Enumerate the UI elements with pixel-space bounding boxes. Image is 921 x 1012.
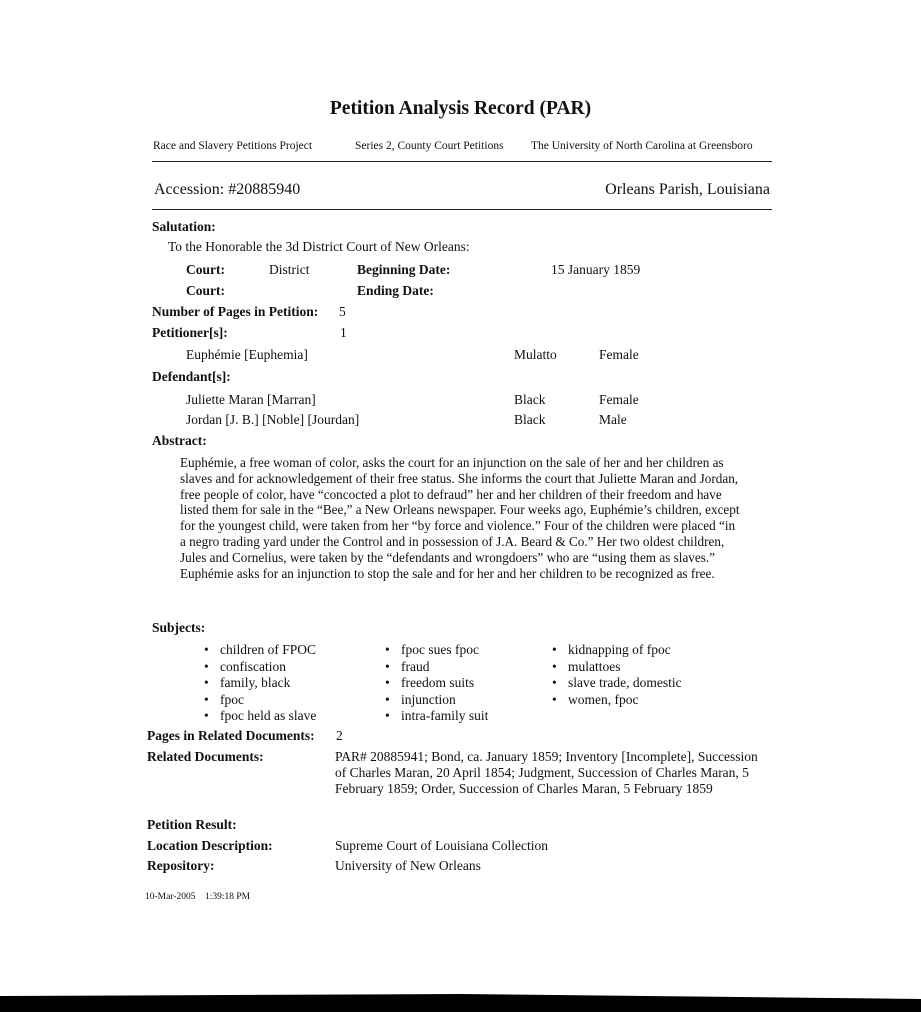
defendant-name: Jordan [J. B.] [Noble] [Jourdan]: [186, 412, 360, 427]
salutation-text: To the Honorable the 3d District Court of New Orleans:: [168, 239, 470, 254]
beginning-date-value: 15 January 1859: [551, 262, 641, 277]
petitioner-name: Euphémie [Euphemia]: [186, 347, 308, 362]
subject-item: • fpoc sues fpoc: [385, 642, 479, 657]
bullet-icon: •: [385, 708, 390, 724]
subject-item: • mulattoes: [552, 658, 621, 674]
subject-item: • fraud: [385, 658, 430, 674]
bullet-icon: •: [552, 658, 557, 674]
subjects-column: [204, 642, 316, 725]
subject-item: • injunction: [385, 691, 456, 707]
scan-edge-bar: [0, 991, 921, 1012]
subjects-column: [385, 642, 488, 725]
defendant-gender: Female: [599, 392, 639, 407]
accession-number: Accession: #20885940: [154, 181, 301, 198]
defendant-race: Black: [514, 392, 546, 407]
pages-in-related-label: Pages in Related Documents:: [147, 728, 315, 743]
bullet-icon: •: [552, 691, 557, 707]
court-label: Court:: [186, 283, 225, 298]
header-project: Race and Slavery Petitions Project: [153, 140, 313, 152]
header-institution: The University of North Carolina at Greensboro: [531, 140, 753, 152]
defendant-race: Black: [514, 412, 546, 427]
document-title: Petition Analysis Record (PAR): [329, 98, 592, 119]
abstract-text: Euphémie, a free woman of color, asks the court for an injunction on the sale of her and her children as slaves and for acknowledgement of their free status. She informs the court that Juliette Maran and Jordan, free people of color, have “concocted a plot to defraud” her and her children of their freedom and have listed them for sale in the “Bee,” a New Orleans newspaper. Four weeks ago, Euphémie’s children, except for the youngest child, were taken from her “by force and violence.” Four of the children were placed “in a negro trading yard under the Control and in possession of J.A. Beard & Co.” Her two oldest children, Jules and Cornelius, were taken by the “defendants and wrongdoers” who are “using them as slaves.” Euphémie asks for an injunction to stop the sale and for her and her children to be recognized as free.: [180, 455, 740, 581]
subject-item: • intra-family suit: [385, 708, 489, 724]
petitioners-label: Petitioner[s]:: [152, 325, 228, 340]
defendant-gender: Male: [599, 412, 627, 427]
petitioner-race: Mulatto: [514, 347, 557, 362]
repository-label: Repository:: [147, 858, 215, 873]
court-label: Court:: [186, 262, 225, 277]
location: Orleans Parish, Louisiana: [605, 181, 770, 198]
petitioner-gender: Female: [599, 347, 639, 362]
accession-divider: [152, 209, 772, 210]
bullet-icon: •: [385, 675, 390, 691]
bullet-icon: •: [385, 642, 390, 657]
salutation-label: Salutation:: [152, 219, 216, 234]
defendants-label: Defendant[s]:: [152, 369, 231, 384]
related-documents-label: Related Documents:: [147, 749, 264, 764]
pages-in-petition-value: 5: [339, 304, 346, 319]
ending-date-label: Ending Date:: [357, 283, 434, 298]
bullet-icon: •: [552, 642, 557, 657]
bullet-icon: •: [204, 691, 209, 707]
subject-item: • confiscation: [204, 658, 286, 674]
bullet-icon: •: [385, 691, 390, 707]
pages-in-related-value: 2: [336, 728, 343, 743]
bullet-icon: •: [204, 708, 209, 724]
header-divider: [152, 161, 772, 162]
location-description-label: Location Description:: [147, 838, 273, 853]
bullet-icon: •: [204, 658, 209, 674]
subject-item: • freedom suits: [385, 675, 475, 691]
petitioners-count: 1: [340, 325, 347, 340]
subjects-label: Subjects:: [152, 620, 206, 635]
petition-result-label: Petition Result:: [147, 817, 237, 832]
footer-timestamp: 10-Mar-2005 1:39:18 PM: [145, 892, 251, 902]
subject-item: • children of FPOC: [204, 642, 316, 657]
bullet-icon: •: [204, 642, 209, 657]
related-documents-text: PAR# 20885941; Bond, ca. January 1859; Inventory [Incomplete], Succession of Charles Maran, 20 April 1854; Judgment, Succession of Charles Maran, 5 February 1859; Order, Succession of Charles Maran, 5 February 1859: [335, 749, 758, 797]
subjects-column: [552, 642, 682, 708]
subject-item: • family, black: [204, 675, 291, 691]
location-description-value: Supreme Court of Louisiana Collection: [335, 838, 548, 853]
subject-item: • fpoc: [204, 691, 244, 707]
header-series: Series 2, County Court Petitions: [355, 140, 504, 152]
subject-item: • kidnapping of fpoc: [552, 642, 671, 657]
pages-in-petition-label: Number of Pages in Petition:: [152, 304, 319, 319]
repository-value: University of New Orleans: [335, 858, 481, 873]
bullet-icon: •: [385, 658, 390, 674]
abstract-label: Abstract:: [152, 433, 207, 448]
court-value: District: [269, 262, 310, 277]
defendant-name: Juliette Maran [Marran]: [186, 392, 316, 407]
subject-item: • women, fpoc: [552, 691, 639, 707]
bullet-icon: •: [204, 675, 209, 691]
subject-item: • slave trade, domestic: [552, 675, 682, 691]
beginning-date-label: Beginning Date:: [357, 262, 451, 277]
subject-item: • fpoc held as slave: [204, 708, 317, 724]
bullet-icon: •: [552, 675, 557, 691]
